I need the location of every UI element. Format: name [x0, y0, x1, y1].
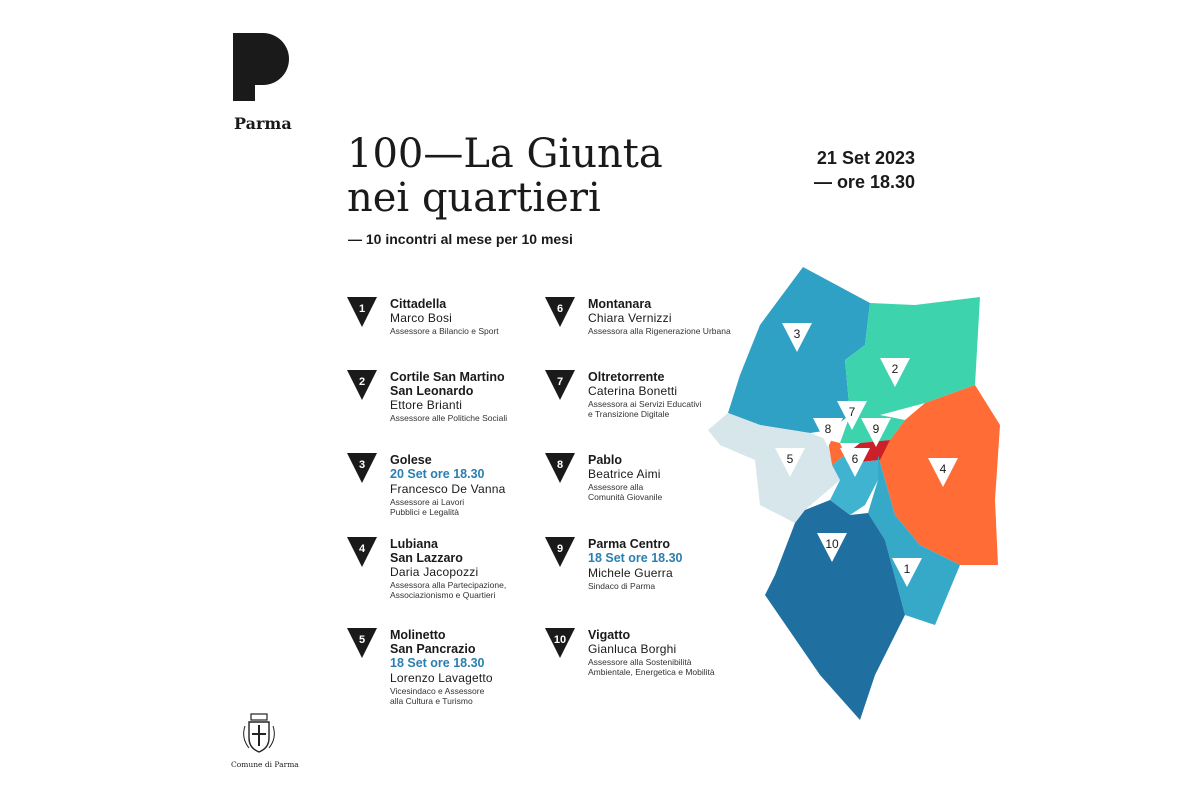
assessor-role: Assessora ai Servizi Educativi	[588, 399, 702, 409]
assessor-name: Caterina Bonetti	[588, 384, 678, 398]
assessor-role: Assessore alle Politiche Sociali	[390, 413, 508, 423]
district-name: Oltretorrente	[588, 370, 665, 384]
assessor-role: Assessore a Bilancio e Sport	[390, 326, 499, 336]
assessor-role-2: Pubblici e Legalità	[390, 507, 459, 517]
district-number: 7	[556, 376, 564, 388]
district-number-badge	[347, 370, 377, 400]
coat-of-arms-icon	[239, 712, 279, 754]
assessor-name: Francesco De Vanna	[390, 482, 506, 496]
district-number: 6	[556, 303, 564, 315]
assessor-name: Michele Guerra	[588, 566, 673, 580]
event-date	[760, 146, 915, 194]
meeting-date: 20 Set ore 18.30	[390, 467, 485, 481]
district-number-badge	[347, 297, 377, 327]
district-name: Montanara	[588, 297, 652, 311]
district-number: 10	[553, 634, 567, 646]
page-subtitle: — 10 incontri al mese per 10 mesi	[348, 231, 573, 247]
assessor-name: Gianluca Borghi	[588, 642, 677, 656]
assessor-role: Vicesindaco e Assessore	[390, 686, 485, 696]
assessor-name: Marco Bosi	[390, 311, 453, 325]
district-number-badge	[347, 628, 377, 658]
assessor-name: Ettore Brianti	[390, 398, 463, 412]
map-marker-label: 10	[825, 537, 839, 551]
district-number: 1	[358, 303, 366, 315]
assessor-role: Sindaco di Parma	[588, 581, 656, 591]
parma-logo-icon	[233, 33, 289, 101]
map-marker-label: 7	[848, 405, 856, 419]
assessor-role-2: e Transizione Digitale	[588, 409, 670, 419]
title-line-1: 100—La Giunta	[347, 131, 663, 177]
assessor-role: Assessore ai Lavori	[390, 497, 465, 507]
map-marker-label: 1	[903, 562, 911, 576]
map-marker-label: 9	[872, 422, 880, 436]
district-name: Golese	[390, 453, 432, 467]
meeting-date: 18 Set ore 18.30	[588, 551, 683, 565]
district-number-badge	[545, 628, 575, 658]
page-title	[347, 132, 707, 220]
district-name: Vigatto	[588, 628, 631, 642]
assessor-role-2: Ambientale, Energetica e Mobilità	[588, 667, 715, 677]
district-name-2: San Lazzaro	[390, 551, 463, 565]
meeting-date: 18 Set ore 18.30	[390, 656, 485, 670]
district-number: 5	[358, 634, 366, 646]
map-marker-label: 6	[851, 452, 859, 466]
district-number-badge	[545, 297, 575, 327]
assessor-name: Lorenzo Lavagetto	[390, 671, 493, 685]
districts-map	[700, 265, 1010, 725]
district-number: 2	[358, 376, 366, 388]
district-name: Molinetto	[390, 628, 446, 642]
district-number-badge	[347, 537, 377, 567]
district-name: Lubiana	[390, 537, 438, 551]
district-name: Pablo	[588, 453, 623, 467]
district-number-badge	[347, 453, 377, 483]
map-marker-label: 4	[939, 462, 947, 476]
district-name: Cittadella	[390, 297, 447, 311]
assessor-name: Daria Jacopozzi	[390, 565, 479, 579]
assessor-name: Beatrice Aimi	[588, 467, 661, 481]
district-name-2: San Leonardo	[390, 384, 474, 398]
map-marker-label: 8	[824, 422, 832, 436]
assessor-role: Assessora alla Partecipazione,	[390, 580, 507, 590]
district-number: 3	[358, 459, 366, 471]
municipality-label: Comune di Parma	[231, 760, 299, 769]
title-line-2: nei quartieri	[347, 175, 601, 221]
district-name-2: San Pancrazio	[390, 642, 476, 656]
district-number: 4	[358, 543, 366, 555]
assessor-role-2: alla Cultura e Turismo	[390, 696, 473, 706]
assessor-role-2: Associazionismo e Quartieri	[390, 590, 496, 600]
district-name: Parma Centro	[588, 537, 670, 551]
event-date-time: — ore 18.30	[813, 172, 915, 192]
map-marker-label: 5	[786, 452, 794, 466]
district-number-badge	[545, 537, 575, 567]
assessor-role: Assessora alla Rigenerazione Urbana	[588, 326, 731, 336]
map-marker-label: 3	[793, 327, 801, 341]
assessor-role-2: Comunità Giovanile	[588, 492, 663, 502]
event-date-day: 21 Set 2023	[816, 148, 915, 168]
district-number: 9	[556, 543, 564, 555]
district-number: 8	[556, 459, 564, 471]
assessor-role: Assessore alla	[588, 482, 644, 492]
assessor-name: Chiara Vernizzi	[588, 311, 672, 325]
district-name: Cortile San Martino	[390, 370, 505, 384]
logo-label: Parma	[234, 114, 292, 133]
assessor-role: Assessore alla Sostenibilità	[588, 657, 692, 667]
district-number-badge	[545, 453, 575, 483]
map-marker-label: 2	[891, 362, 899, 376]
district-number-badge	[545, 370, 575, 400]
